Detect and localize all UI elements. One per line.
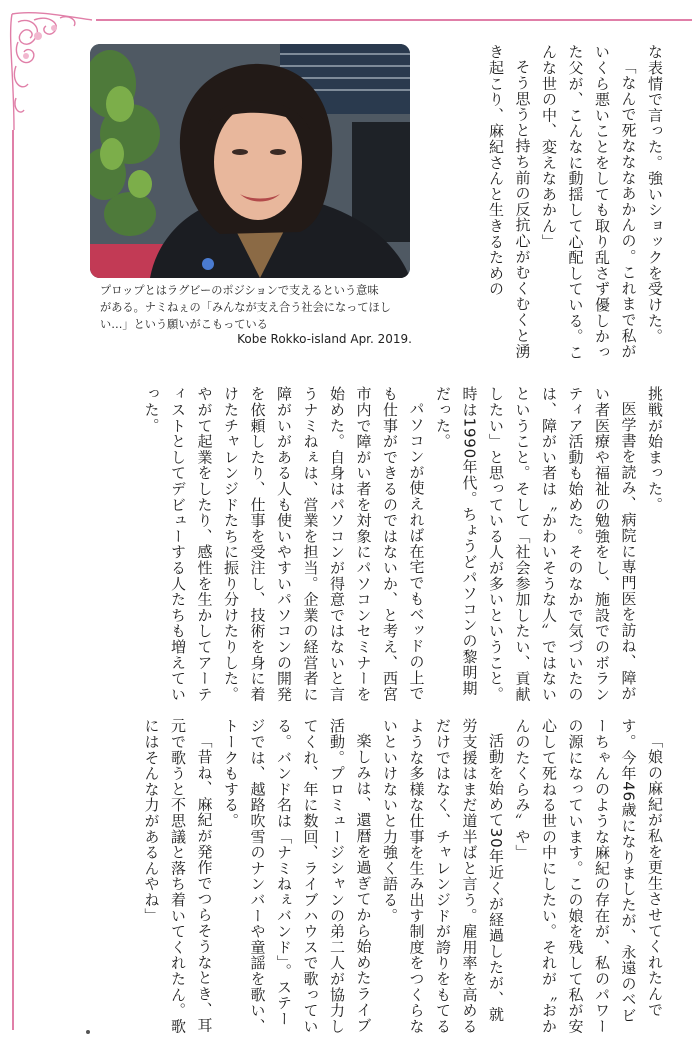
article-section-1 (428, 44, 668, 372)
paragraph: 医学書を読み、病院に専門医を訪ね、障がい者医療や福祉の勉強をし、施設でのボランティア活動も始めた。そのなかで気づいたのは、障がい者は〝かわいそうな人〟ではないということ。そして「社会参加したい、貢献したい」と思っている人が多いということ。時は1990年代。ちょうどパソコンの黎明期だった。 (434, 386, 638, 702)
floral-ornament-icon (4, 6, 96, 134)
paragraph: 「昔ね、麻紀が発作でつらそうなとき、耳元で歌うと不思議と落ち着いてくれたん。歌にはそんな力があるんやね」 (142, 718, 214, 1034)
caption-line: がある。ナミねぇの「みんなが支え合う社会になってほし (100, 301, 391, 314)
photo-caption (100, 282, 412, 333)
top-border-line (96, 19, 692, 21)
article-section-3 (142, 718, 668, 1034)
photo-credit: Kobe Rokko-island Apr. 2019. (237, 332, 412, 346)
paragraph: 挑戦が始まった。 (646, 386, 664, 513)
article-section-2 (92, 386, 668, 704)
paragraph: 楽しみは、還暦を過ぎてから始めたライブ活動。プロミュージシャンの弟二人が協力してくれ、年に数回、ライブハウスで歌っている。バンド名は「ナミねぇバンド」。ステージでは、越路吹雪のナンバーや童謡を歌い、トークもする。 (222, 718, 373, 1034)
paragraph: 「娘の麻紀が私を更生させてくれたんです。今年46歳になりましたが、永遠のベビーちゃんのような麻紀の存在が、私のパワーの源になっています。この娘を残して私が安心して死ねる世の中にしたい。それが〝おかんのたくらみ〟や」 (513, 718, 664, 1034)
caption-line: い…」という願いがこもっている (100, 318, 268, 331)
paragraph: そう思うと持ち前の反抗心がむくむくと湧き起こり、麻紀さんと生きるための (487, 44, 532, 360)
paragraph: な表情で言った。強いショックを受けた。 (646, 44, 664, 345)
left-border-line (12, 130, 14, 1030)
page-marker (86, 1030, 90, 1034)
paragraph: パソコンが使えれば在宅でもベッドの上でも仕事ができるのではないか、と考え、西宮市内で障がい者を対象にパソコンセミナーを始めた。自身はパソコンが得意ではないと言うナミねぇは、営業を担当。企業の経営者に障がいがある人も使いやすいパソコンの開発を依頼したり、仕事を受注し、技術を身に着けたチャレンジドたちに振り分けたりした。やがて起業をしたり、感性を生かしてアーティストとしてデビューする人たちも増えていった。 (142, 386, 426, 702)
paragraph: 「なんで死なななあかんの。これまで私がいくら悪いことをしても取り乱さず優しかった父が、こんなに動揺して心配している。こんな世の中、変えなあかん」 (540, 44, 638, 360)
paragraph: 活動を始めて30年近くが経過したが、就労支援はまだ道半ばと言う。雇用率を高めるだけではなく、チャレンジドが誇りをもてるような多様な仕事を生み出す制度をつくらないといけないと力強く語る。 (381, 718, 505, 1034)
portrait-photo (90, 44, 410, 278)
caption-line: プロップとはラグビーのポジションで支えるという意味 (100, 284, 379, 297)
